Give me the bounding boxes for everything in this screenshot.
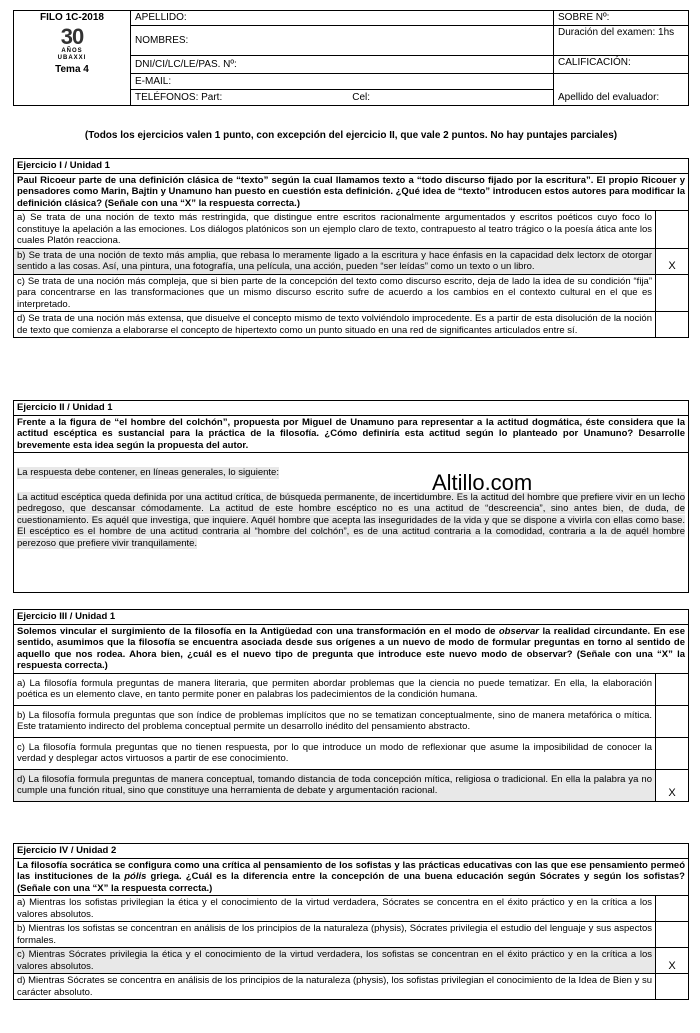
option-text: c) La filosofía formula preguntas que no tienen respuesta, por lo que introduce un modo de reflexionar que asume la imposibilidad de conocer la verdad y desplegar actos virtuosos a partir de ese conocimiento. bbox=[14, 737, 656, 769]
option-row[interactable] bbox=[14, 974, 689, 1000]
option-text: a) La filosofía formula preguntas de manera literaria, que permiten abordar problemas que la ciencia no puede tematizar. En ella, la elaboración poética es un elemento clave, en tanto permite poner en palabras los padecimientos de la condición humana. bbox=[14, 673, 656, 705]
exercise-1 bbox=[13, 158, 689, 338]
option-text: a) Se trata de una noción de texto más restringida, que distingue entre escritos racionalmente argumentados y escritos poéticos cuyo foco lo constituye la apelación a las emociones. Los diálogos platónicos son un ejemplo claro de texto, contrapuesto al teatro trágico o la poesía ática ante los cuales Platón reacciona. bbox=[14, 211, 656, 249]
answer-mark[interactable]: X bbox=[656, 948, 689, 974]
option-row[interactable] bbox=[14, 211, 689, 249]
duracion-label: Duración del examen: 1hs bbox=[554, 26, 689, 56]
answer-mark[interactable]: X bbox=[656, 248, 689, 274]
answer-mark[interactable] bbox=[656, 737, 689, 769]
option-text: a) Mientras los sofistas privilegian la ética y el conocimiento de la virtud verdadera, Sócrates se concentra en el éxito práctico y en la crítica a los valores absolutos. bbox=[14, 896, 656, 922]
option-row[interactable] bbox=[14, 673, 689, 705]
answer-mark[interactable] bbox=[656, 974, 689, 1000]
dni-field[interactable]: DNI/CI/LC/LE/PAS. Nº: bbox=[131, 56, 554, 74]
option-text: b) Mientras los sofistas se concentran en análisis de los principios de la naturaleza (physis), Sócrates privilegia el estudio del lenguaje y sus aspectos formales. bbox=[14, 922, 656, 948]
answer-mark[interactable] bbox=[656, 922, 689, 948]
exercise-question: Solemos vincular el surgimiento de la filosofía en la Antigüedad con una transformación en el modo de observar la realidad circundante. En ese sentido, asumimos que la filosofía se encuentra asociada desde sus orígenes a un nuevo de modo de formular preguntas en torno al sentido de aquello que nos rodea. Ahora bien, ¿cuál es el nuevo tipo de pregunta que introduce este nuevo modo de observar? (Señale con una “X” la respuesta correcta.) bbox=[14, 624, 689, 673]
option-text: d) Mientras Sócrates se concentra en análisis de los principios de la naturaleza (physis), los sofistas privilegian el conocimiento de la Idea de Bien y su carácter absoluto. bbox=[14, 974, 656, 1000]
option-row[interactable] bbox=[14, 896, 689, 922]
option-text: c) Mientras Sócrates privilegia la ética y el conocimiento de la virtud verdadera, los sofistas se concentran en el éxito práctico y en la crítica a los valores absolutos. bbox=[14, 948, 656, 974]
logo-subtitle-2: UBAXXI bbox=[57, 55, 87, 61]
logo-subtitle-1: AÑOS bbox=[61, 48, 83, 54]
exercise-question: Frente a la figura de “el hombre del colchón”, propuesta por Miguel de Unamuno para representar a la actitud dogmática, éste considera que la actitud escéptica es sustancial para la práctica de la filosofía. ¿Cómo definiría esta actitud según lo planteado por Unamuno? Desarrolle brevemente esta idea según la propuesta del autor. bbox=[14, 415, 689, 453]
email-field[interactable]: E-MAIL: bbox=[131, 74, 554, 90]
exercise-4 bbox=[13, 843, 689, 1000]
option-row[interactable] bbox=[14, 312, 689, 338]
exercise-2 bbox=[13, 400, 689, 593]
exercise-title: Ejercicio II / Unidad 1 bbox=[14, 401, 689, 416]
sobre-field[interactable]: SOBRE Nº: bbox=[554, 11, 689, 26]
tema-label: Tema 4 bbox=[55, 64, 89, 75]
logo-cell bbox=[14, 11, 131, 106]
answer-intro: La respuesta debe contener, en líneas generales, lo siguiente: bbox=[17, 467, 279, 478]
exercise-title: Ejercicio IV / Unidad 2 bbox=[14, 844, 689, 859]
option-row[interactable] bbox=[14, 248, 689, 274]
option-text: c) Se trata de una noción más compleja, que si bien parte de la concepción del texto como discurso escrito, deja de lado la idea de su condición “fija” para concentrarse en las transformaciones que un mismo discurso escrito sufre de acuerdo a los cambios en el contexto cultural en el que es interpretado. bbox=[14, 274, 656, 312]
option-text: d) Se trata de una noción más extensa, que disuelve el concepto mismo de texto volviéndolo improcedente. Es a partir de esta disolución de la noción de texto que comienza a elaborarse el concepto de hipertexto como un punto situado en una red de significantes articulados entre sí. bbox=[14, 312, 656, 338]
answer-mark[interactable] bbox=[656, 274, 689, 312]
answer-mark[interactable] bbox=[656, 673, 689, 705]
option-row[interactable] bbox=[14, 705, 689, 737]
cel-label: Cel: bbox=[352, 91, 371, 103]
option-row[interactable] bbox=[14, 922, 689, 948]
exercise-title: Ejercicio I / Unidad 1 bbox=[14, 159, 689, 174]
answer-mark[interactable] bbox=[656, 705, 689, 737]
option-text: b) Se trata de una noción de texto más amplia, que rebasa lo meramente ligado a la escritura y hace énfasis en la capacidad delx lectorx de otorgar sentido a las cosas. Así, una pintura, una fotografía, una película, una acción, pueden “ser leídas” como un texto o un libro. bbox=[14, 248, 656, 274]
option-text: d) La filosofía formula preguntas de manera conceptual, tomando distancia de toda concepción mítica, religiosa o tradicional. En ella la palabra ya no cumple una función ritual, sino que constituye una herramienta de debate y argumentación racional. bbox=[14, 769, 656, 801]
answer-box bbox=[14, 453, 689, 593]
nombres-field[interactable]: NOMBRES: bbox=[131, 26, 554, 56]
ubaxxi-logo: 30 bbox=[60, 24, 84, 49]
answer-mark[interactable] bbox=[656, 896, 689, 922]
option-row[interactable] bbox=[14, 948, 689, 974]
answer-mark[interactable]: X bbox=[656, 769, 689, 801]
option-row[interactable] bbox=[14, 274, 689, 312]
exercise-3 bbox=[13, 609, 689, 802]
exercise-question: La filosofía socrática se configura como una crítica al pensamiento de los sofistas y las prácticas educativas con las que ese pensamiento permeó las instituciones de la pólis griega. ¿Cuál es la diferencia entre la concepción de una buena educación según Sócrates y según los sofistas? (Señale con una “X” la respuesta correcta.) bbox=[14, 858, 689, 896]
answer-mark[interactable] bbox=[656, 211, 689, 249]
exercise-title: Ejercicio III / Unidad 1 bbox=[14, 610, 689, 625]
answer-mark[interactable] bbox=[656, 312, 689, 338]
course-code: FILO 1C-2018 bbox=[40, 12, 104, 23]
scoring-note: (Todos los ejercicios valen 1 punto, con excepción del ejercicio II, que vale 2 puntos. No hay puntajes parciales) bbox=[84, 130, 618, 141]
option-text: b) La filosofía formula preguntas que son índice de problemas implícitos que no se tematizan conceptualmente, sino de manera metafórica o mítica. Este tratamiento indirecto del problema conceptual permite un desarrollo inédito del pensamiento abstracto. bbox=[14, 705, 656, 737]
calificacion-field[interactable]: CALIFICACIÓN: bbox=[554, 56, 689, 74]
option-row[interactable] bbox=[14, 737, 689, 769]
exam-header bbox=[13, 10, 689, 106]
exercise-question: Paul Ricoeur parte de una definición clásica de “texto” según la cual llamamos texto a “todo discurso fijado por la escritura”. El propio Ricouer y pensadores como Marin, Bajtin y Unamuno han puesto en cuestión esta definición. ¿Qué idea de “texto” introducen estos autores para modificar la definición clásica? (Señale con una “X” la respuesta correcta.) bbox=[14, 173, 689, 211]
altillo-watermark: Altillo.com bbox=[432, 470, 533, 495]
option-row[interactable] bbox=[14, 769, 689, 801]
telefonos-field[interactable]: TELÉFONOS: Part: Cel: bbox=[131, 90, 554, 106]
evaluador-field[interactable]: Apellido del evaluador: bbox=[554, 74, 689, 106]
answer-text: La actitud escéptica queda definida por una actitud crítica, de búsqueda permanente, de incertidumbre. Es la actitud del hombre que prefiere vivir en un lecho pedregoso, que descansar cómodamente. La actitud de este hombre escéptico no es una actitud de “descreencia”, sino antes bien, de duda, de cuestionamiento. Es aquél que investiga, que inquiere. Aquél hombre que acepta las inseguridades de la vida y que se dispone a vivirla con ellas como base. El escéptico es el hombre de una actitud contraria al “hombre del colchón”, es de una actitud contraria a la comodidad, contraria a la de aquél hombre perezoso que prefiere vivir tranquilamente. bbox=[17, 491, 685, 549]
apellido-field[interactable]: APELLIDO: bbox=[131, 11, 554, 26]
